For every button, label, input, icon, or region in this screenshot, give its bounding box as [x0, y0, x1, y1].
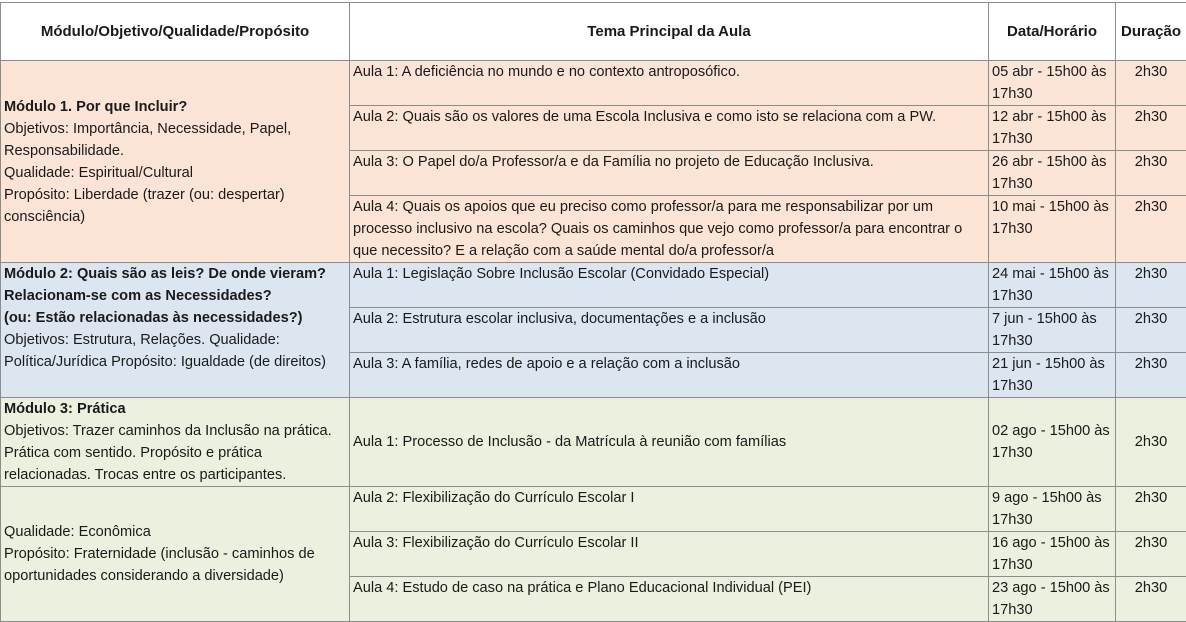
- aula-duracao: 2h30: [1116, 196, 1186, 263]
- aula-tema: Aula 4: Estudo de caso na prática e Plano Educacional Individual (PEI): [350, 577, 989, 622]
- table-row: [1, 61, 1186, 106]
- modulo3-title: Módulo 3: Prática: [4, 398, 346, 420]
- modulo3-cell-continued: [1, 487, 350, 622]
- modulo1-cell: [1, 61, 350, 263]
- modulo3-objetivos: Objetivos: Trazer caminhos da Inclusão na prática. Prática com sentido. Propósito e prática relacionadas. Trocas entre os participantes.: [4, 420, 346, 486]
- header-tema: Tema Principal da Aula: [350, 3, 989, 61]
- aula-duracao: 2h30: [1116, 151, 1186, 196]
- header-modulo: Módulo/Objetivo/Qualidade/Propósito: [1, 3, 350, 61]
- aula-data: 24 mai - 15h00 às 17h30: [989, 263, 1116, 308]
- table-row: [1, 398, 1186, 487]
- header-data: Data/Horário: [989, 3, 1116, 61]
- aula-duracao: 2h30: [1116, 106, 1186, 151]
- modulo1-proposito: Propósito: Liberdade (trazer (ou: despertar) consciência): [4, 184, 346, 228]
- aula-data: 9 ago - 15h00 às 17h30: [989, 487, 1116, 532]
- aula-data: 16 ago - 15h00 às 17h30: [989, 532, 1116, 577]
- modulo2-title-line2: Relacionam-se com as Necessidades?: [4, 285, 346, 307]
- aula-duracao: 2h30: [1116, 487, 1186, 532]
- header-row: [1, 3, 1186, 61]
- aula-tema: Aula 2: Flexibilização do Currículo Escolar I: [350, 487, 989, 532]
- aula-duracao: 2h30: [1116, 61, 1186, 106]
- aula-tema: Aula 2: Quais são os valores de uma Escola Inclusiva e como isto se relaciona com a PW.: [350, 106, 989, 151]
- modulo2-title-line1: Módulo 2: Quais são as leis? De onde vieram?: [4, 263, 346, 285]
- header-duracao: Duração: [1116, 3, 1186, 61]
- modulo3-qualidade: Qualidade: Econômica: [4, 521, 346, 543]
- schedule-table: [0, 2, 1186, 622]
- aula-duracao: 2h30: [1116, 532, 1186, 577]
- aula-duracao: 2h30: [1116, 398, 1186, 487]
- aula-data: 23 ago - 15h00 às 17h30: [989, 577, 1116, 622]
- aula-tema: Aula 1: A deficiência no mundo e no contexto antroposófico.: [350, 61, 989, 106]
- table-row: [1, 263, 1186, 308]
- modulo1-title: Módulo 1. Por que Incluir?: [4, 96, 346, 118]
- aula-data: 12 abr - 15h00 às 17h30: [989, 106, 1116, 151]
- aula-tema: Aula 1: Processo de Inclusão - da Matrícula à reunião com famílias: [350, 398, 989, 487]
- modulo3-proposito: Propósito: Fraternidade (inclusão - caminhos de oportunidades considerando a diversidade): [4, 543, 346, 587]
- aula-data: 26 abr - 15h00 às 17h30: [989, 151, 1116, 196]
- aula-tema: Aula 4: Quais os apoios que eu preciso como professor/a para me responsabilizar por um processo inclusivo na escola? Quais os caminhos que vejo como professor/a para encontrar o que necessito? E a relação com a saúde mental do/a professor/a: [350, 196, 989, 263]
- aula-data: 10 mai - 15h00 às 17h30: [989, 196, 1116, 263]
- aula-tema: Aula 3: A família, redes de apoio e a relação com a inclusão: [350, 353, 989, 398]
- modulo3-cell: [1, 398, 350, 487]
- aula-tema: Aula 3: O Papel do/a Professor/a e da Família no projeto de Educação Inclusiva.: [350, 151, 989, 196]
- modulo2-cell: [1, 263, 350, 398]
- modulo2-body: Objetivos: Estrutura, Relações. Qualidade: Política/Jurídica Propósito: Igualdade (de direitos): [4, 329, 346, 373]
- modulo2-title-line3: (ou: Estão relacionadas às necessidades?): [4, 307, 346, 329]
- aula-tema: Aula 2: Estrutura escolar inclusiva, documentações e a inclusão: [350, 308, 989, 353]
- aula-data: 7 jun - 15h00 às 17h30: [989, 308, 1116, 353]
- aula-duracao: 2h30: [1116, 308, 1186, 353]
- aula-duracao: 2h30: [1116, 353, 1186, 398]
- aula-data: 21 jun - 15h00 às 17h30: [989, 353, 1116, 398]
- modulo1-objetivos: Objetivos: Importância, Necessidade, Papel, Responsabilidade.: [4, 118, 346, 162]
- aula-duracao: 2h30: [1116, 263, 1186, 308]
- aula-tema: Aula 3: Flexibilização do Currículo Escolar II: [350, 532, 989, 577]
- aula-data: 02 ago - 15h00 às 17h30: [989, 398, 1116, 487]
- aula-data: 05 abr - 15h00 às 17h30: [989, 61, 1116, 106]
- table-row: [1, 487, 1186, 532]
- aula-duracao: 2h30: [1116, 577, 1186, 622]
- modulo1-qualidade: Qualidade: Espiritual/Cultural: [4, 162, 346, 184]
- aula-tema: Aula 1: Legislação Sobre Inclusão Escolar (Convidado Especial): [350, 263, 989, 308]
